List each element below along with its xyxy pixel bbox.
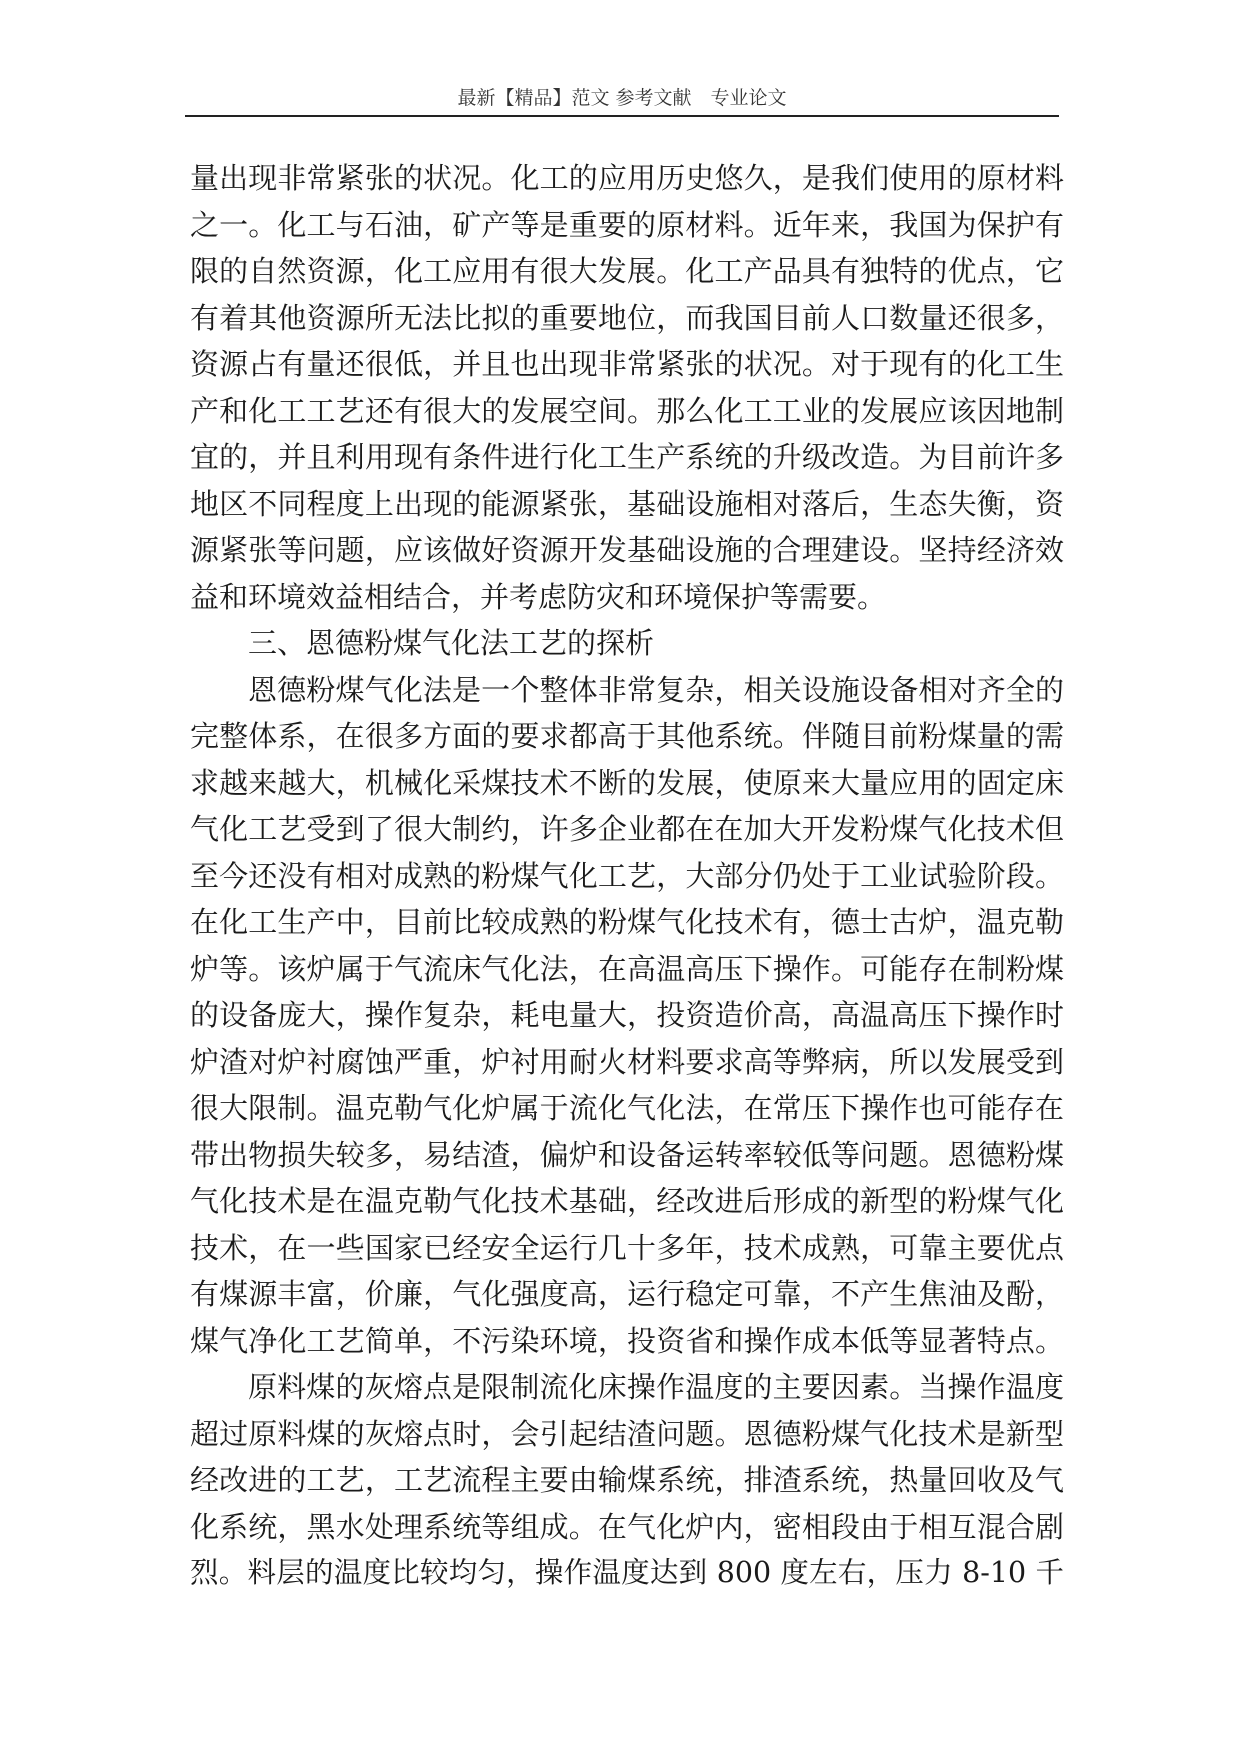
text-line: 求越来越大，机械化采煤技术不断的发展，使原来大量应用的固定床 — [190, 765, 1064, 800]
running-header: 最新【精品】范文 参考文献 专业论文 — [457, 87, 787, 109]
text-line: 益和环境效益相结合，并考虑防灾和环境保护等需要。 — [190, 579, 887, 614]
text-line: 源紧张等问题，应该做好资源开发基础设施的合理建设。坚持经济效 — [190, 533, 1064, 567]
text-line: 在化工生产中，目前比较成熟的粉煤气化技术有，德士古炉，温克勒 — [190, 905, 1064, 939]
text-line: 地区不同程度上出现的能源紧张，基础设施相对落后，生态失衡，资 — [190, 486, 1064, 521]
header-divider — [185, 115, 1059, 117]
section-heading: 三、恩德粉煤气化法工艺的探析 — [248, 626, 655, 660]
text-line: 原料煤的灰熔点是限制流化床操作温度的主要因素。当操作温度 — [248, 1370, 1064, 1404]
text-line: 的设备庞大，操作复杂，耗电量大，投资造价高，高温高压下操作时 — [190, 998, 1064, 1032]
text-line: 煤气净化工艺简单，不污染环境，投资省和操作成本低等显著特点。 — [190, 1323, 1064, 1358]
text-line: 经改进的工艺，工艺流程主要由输煤系统，排渣系统，热量回收及气 — [190, 1463, 1064, 1497]
text-line: 气化技术是在温克勒气化技术基础，经改进后形成的新型的粉煤气化 — [190, 1184, 1064, 1218]
text-line: 产和化工工艺还有很大的发展空间。那么化工工业的发展应该因地制 — [190, 393, 1064, 428]
text-line: 有煤源丰富，价廉，气化强度高，运行稳定可靠，不产生焦油及酚， — [190, 1277, 1064, 1311]
text-line: 带出物损失较多，易结渣，偏炉和设备运转率较低等问题。恩德粉煤 — [190, 1137, 1064, 1172]
text-line: 烈。料层的温度比较均匀，操作温度达到 800 度左右，压力 8-10 千 — [190, 1556, 1064, 1589]
text-line: 气化工艺受到了很大制约，许多企业都在在加大开发粉煤气化技术但 — [190, 812, 1064, 846]
text-line: 超过原料煤的灰熔点时，会引起结渣问题。恩德粉煤气化技术是新型 — [190, 1416, 1064, 1451]
text-line: 至今还没有相对成熟的粉煤气化工艺，大部分仍处于工业试验阶段。 — [190, 858, 1064, 893]
text-line: 炉等。该炉属于气流床气化法，在高温高压下操作。可能存在制粉煤 — [190, 951, 1064, 986]
body-text — [190, 155, 1064, 1597]
text-line: 恩德粉煤气化法是一个整体非常复杂，相关设施设备相对齐全的 — [248, 672, 1064, 707]
text-line: 很大限制。温克勒气化炉属于流化气化法，在常压下操作也可能存在 — [190, 1091, 1064, 1125]
text-line: 限的自然资源，化工应用有很大发展。化工产品具有独特的优点，它 — [190, 254, 1064, 288]
text-line: 炉渣对炉衬腐蚀严重，炉衬用耐火材料要求高等弊病，所以发展受到 — [190, 1044, 1064, 1079]
text-line: 量出现非常紧张的状况。化工的应用历史悠久，是我们使用的原材料 — [190, 161, 1064, 195]
text-line: 完整体系，在很多方面的要求都高于其他系统。伴随目前粉煤量的需 — [190, 719, 1064, 753]
text-line: 宜的，并且利用现有条件进行化工生产系统的升级改造。为目前许多 — [190, 440, 1064, 474]
text-line: 之一。化工与石油，矿产等是重要的原材料。近年来，我国为保护有 — [190, 207, 1064, 242]
text-line: 资源占有量还很低，并且也出现非常紧张的状况。对于现有的化工生 — [190, 347, 1064, 381]
text-line: 技术，在一些国家已经安全运行几十多年，技术成熟，可靠主要优点 — [190, 1230, 1064, 1265]
text-line: 化系统，黑水处理系统等组成。在气化炉内，密相段由于相互混合剧 — [190, 1509, 1064, 1544]
text-line: 有着其他资源所无法比拟的重要地位，而我国目前人口数量还很多， — [190, 300, 1064, 335]
